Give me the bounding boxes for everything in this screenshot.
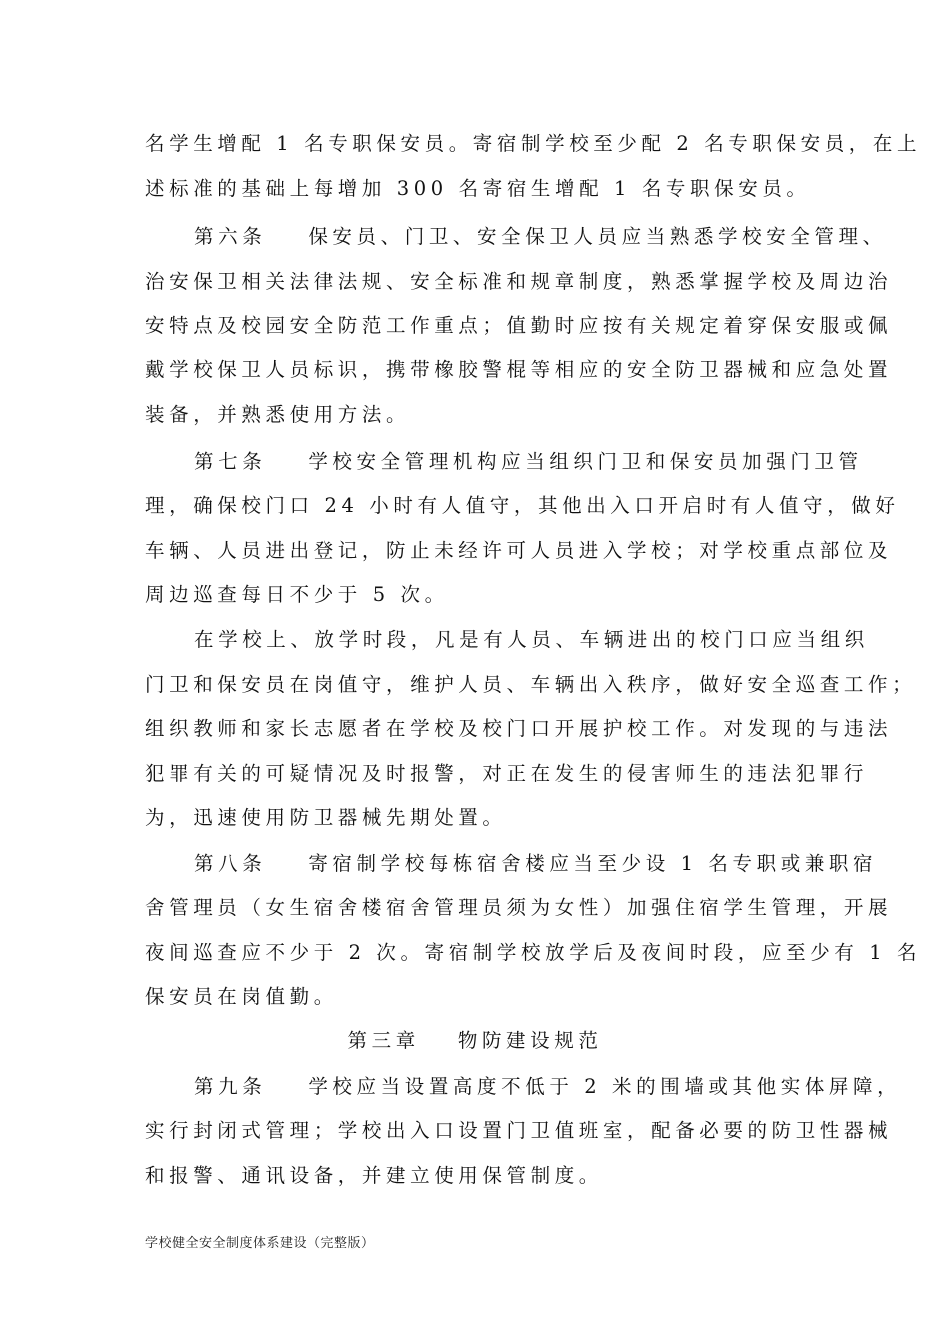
paragraph-line: 车辆、人员进出登记，防止未经许可人员进入学校；对学校重点部位及 (145, 539, 893, 562)
article-6-first-line (194, 225, 887, 249)
paragraph-line: 周边巡查每日不少于 5 次。 (145, 583, 449, 606)
article-8-first-line (194, 852, 878, 876)
paragraph-line: 组织教师和家长志愿者在学校及校门口开展护校工作。对发现的与违法 (145, 717, 893, 740)
article-number: 第九条 (194, 1075, 267, 1098)
paragraph-line: 和报警、通讯设备，并建立使用保管制度。 (145, 1164, 603, 1187)
chapter-heading (0, 1029, 950, 1053)
paragraph-line: 门卫和保安员在岗值守，维护人员、车辆出入秩序，做好安全巡查工作； (145, 673, 917, 696)
page-footer: 学校健全安全制度体系建设（完整版） (145, 1236, 375, 1251)
article-number: 第六条 (194, 225, 267, 248)
paragraph-line: 实行封闭式管理；学校出入口设置门卫值班室，配备必要的防卫性器械 (145, 1119, 893, 1142)
paragraph-line: 戴学校保卫人员标识，携带橡胶警棍等相应的安全防卫器械和应急处置 (145, 358, 893, 381)
chapter-number: 第三章 (347, 1029, 420, 1052)
article-number: 第八条 (194, 852, 267, 875)
paragraph-line: 治安保卫相关法律法规、安全标准和规章制度，熟悉掌握学校及周边治 (145, 270, 893, 293)
article-text: 学校安全管理机构应当组织门卫和保安员加强门卫管 (308, 450, 863, 473)
paragraph-line: 为，迅速使用防卫器械先期处置。 (145, 806, 507, 829)
paragraph-line: 理，确保校门口 24 小时有人值守，其他出入口开启时有人值守，做好 (145, 494, 900, 517)
paragraph-line: 保安员在岗值勤。 (145, 985, 338, 1008)
article-text: 学校应当设置高度不低于 2 米的围墙或其他实体屏障， (308, 1075, 902, 1098)
paragraph-line: 装备，并熟悉使用方法。 (145, 403, 411, 426)
paragraph-line: 安特点及校园安全防范工作重点；值勤时应按有关规定着穿保安服或佩 (145, 314, 893, 337)
paragraph-line: 舍管理员（女生宿舍楼宿舍管理员须为女性）加强住宿学生管理，开展 (145, 896, 893, 919)
paragraph-line: 述标准的基础上每增加 300 名寄宿生增配 1 名专职保安员。 (145, 177, 811, 200)
article-9-first-line (194, 1075, 902, 1099)
article-7-first-line (194, 450, 864, 474)
paragraph-line: 名学生增配 1 名专职保安员。寄宿制学校至少配 2 名专职保安员，在上 (145, 132, 922, 155)
paragraph-first-line: 在学校上、放学时段，凡是有人员、车辆进出的校门口应当组织 (194, 628, 869, 651)
paragraph-line: 夜间巡查应不少于 2 次。寄宿制学校放学后及夜间时段，应至少有 1 名 (145, 941, 922, 964)
article-text: 寄宿制学校每栋宿舍楼应当至少设 1 名专职或兼职宿 (308, 852, 878, 875)
chapter-title: 物防建设规范 (457, 1029, 603, 1052)
paragraph-line: 犯罪有关的可疑情况及时报警，对正在发生的侵害师生的违法犯罪行 (145, 762, 869, 785)
article-text: 保安员、门卫、安全保卫人员应当熟悉学校安全管理、 (308, 225, 887, 248)
article-number: 第七条 (194, 450, 267, 473)
